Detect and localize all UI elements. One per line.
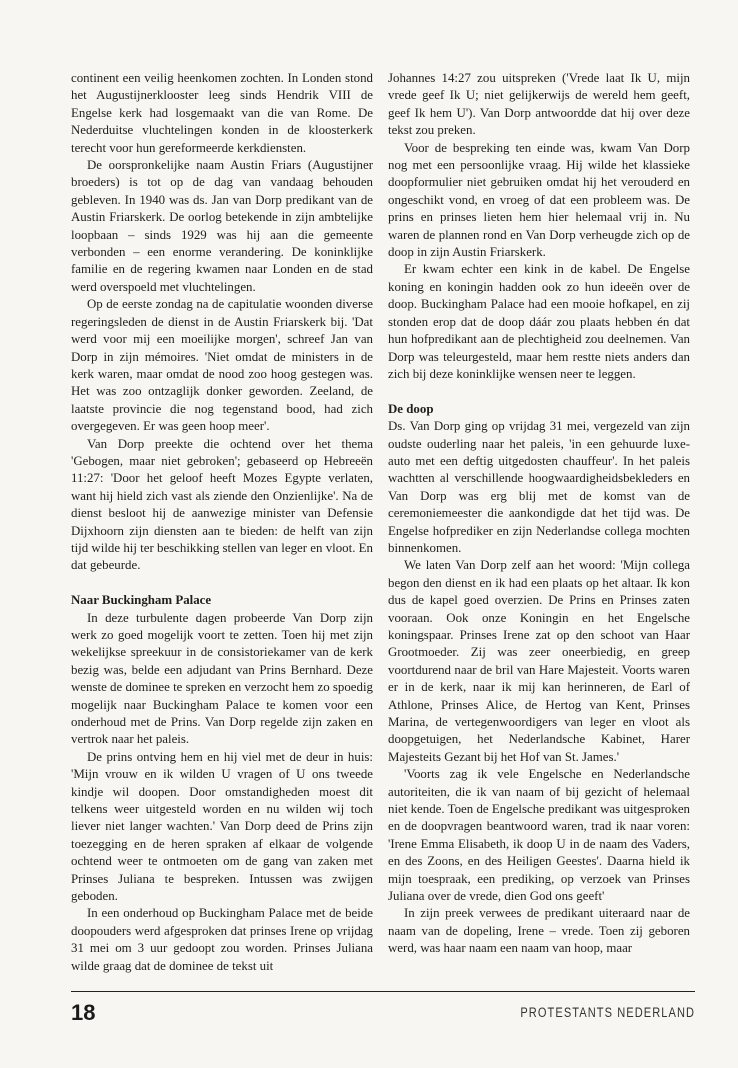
page-number: 18 (71, 1000, 96, 1025)
paragraph: In een onderhoud op Buckingham Palace met de beide doopouders werd afgesproken dat prinses Irene op vrijdag 31 mei om 3 uur gedoopt zou worden. Prinses Juliana wilde graag dat de dominee de tekst uit (71, 906, 373, 973)
paragraph: Ds. Van Dorp ging op vrijdag 31 mei, vergezeld van zijn oudste ouderling naar het paleis, 'in een gehuurde luxe-auto met een deftig uitgedosten chauffeur'. In het paleis wachtten al verschillende hoogwaardigheidsbekleders en Van Dorp was erg blij met de komst van de ceremoniemeester die aankondigde dat het tijd was. De Engelse hofprediker en zijn Nederlandse collega mochten binnenkomen. (388, 419, 690, 555)
paragraph: Op de eerste zondag na de capitulatie woonden diverse regeringsleden de dienst in de Austin Friarskerk bij. 'Dat werd voor mij een moeilijke morgen', schreef Jan van Dorp in zijn mémoires. 'Niet omdat de ministers in de kerk waren, maar omdat de nood zoo hoog gestegen was. Het was zoo ontzaglijk donker geworden. Zeeland, de laatste provincie die nog tegenstand bood, had zich overgegeven. Er was geen hoop meer'. (71, 297, 373, 434)
paragraph: De oorspronkelijke naam Austin Friars (Augustijner broeders) is tot op de dag van vandaag behouden gebleven. In 1940 was ds. Jan van Dorp predikant van de Austin Friarskerk. De oorlog betekende in zijn ambtelijke loopbaan – sinds 1929 was hij aan die gemeente verbonden – een enorme verandering. De koninklijke familie en de regering kwamen naar Londen en de stad werd overspoeld met vluchtelingen. (71, 158, 373, 294)
paragraph: In zijn preek verwees de predikant uiteraard naar de naam van de dopeling, Irene – vrede. Toen zij geboren werd, was haar naam een naam van hoop, maar (388, 906, 690, 956)
paragraph: Johannes 14:27 zou uitspreken ('Vrede laat Ik U, mijn vrede geef Ik U; niet gelijkerwijs de wereld hem geeft, geef Ik hem U'). Van Dorp antwoordde dat hij over deze tekst zou preken. (388, 71, 690, 138)
paragraph: 'Voorts zag ik vele Engelsche en Nederlandsche autoriteiten, die ik van naam of bij gezicht of helemaal niet kende. Toen de Engelsche predikant was uitgesproken en de doopvragen beantwoord waren, trad ik naar voren: 'Irene Emma Elisabeth, ik doop U in de naam des Vaders, en des Zoons, en des Heiligen Geestes'. Daarna hield ik mijn toespraak, een prediking, op verzoek van Prinses Juliana over de vrede, dien God ons geeft' (388, 767, 690, 904)
section-heading-de-doop: De doop (388, 401, 434, 416)
paragraph: Van Dorp preekte die ochtend over het thema 'Gebogen, maar niet gebroken'; gebaseerd op Hebreeën 11:27: 'Door het geloof heeft Mozes Egypte verlaten, want hij hield zich vast als ziende den Onzienlijke'. Na de dienst besloot hij de aanwezige minister van Defensie Dijxhoorn zijn diensten aan te bieden: de helft van zijn tijd wilde hij ter beschikking stellen van leger en vloot. En dat gebeurde. (71, 436, 373, 573)
section-heading-buckingham-palace: Naar Buckingham Palace (71, 593, 212, 608)
left-text-column (71, 70, 373, 975)
paragraph: Voor de bespreking ten einde was, kwam Van Dorp nog met een persoonlijke vraag. Hij wilde het klassieke doopformulier niet gebruiken omdat hij het verouderd en ongeschikt vond, en vroeg of dat een probleem was. De prins en prinses lieten hem hier helemaal vrij in. Nu waren de plannen rond en Van Dorp verheugde zich op de doop in zijn Austin Friarskerk. (388, 140, 690, 260)
paragraph: We laten Van Dorp zelf aan het woord: 'Mijn collega begon den dienst en ik had een plaats op het altaar. Ik kon dus de kapel goed overzien. De Prins en Prinses zaten vooraan. Ook onze Koningin en het Engelsche koningspaar. Prinses Irene zat op den schoot van Haar Grootmoeder. Zij was zeer oneerbiedig, en greep voortdurend naar de bril van Hare Majesteit. Voorts waren er in de kerk, naar ik mij kan herinneren, de Earl of Athlone, Prinses Alice, de Hertog van Kent, Prinses Marina, de vertegenwoordigers van leger en vloot als doopgetuigen, het Nederlandsche Kabinet, Harer Majesteits Gezant bij het Hof van St. James.' (388, 558, 690, 764)
paragraph: De prins ontving hem en hij viel met de deur in huis: 'Mijn vrouw en ik wilden U vragen of U ons tweede kindje wil doopen. Door omstandigheden moest dit telkens weer uitgesteld worden en nu wilden wij toch liever niet langer wachten.' Van Dorp deed de Prins zijn toezegging en de heren spraken af elkaar de volgende ochtend weer te ontmoeten om de gang van zaken met Prinses Juliana te bespreken. Intussen was zwijgen geboden. (71, 749, 373, 904)
paragraph: In deze turbulente dagen probeerde Van Dorp zijn werk zo goed mogelijk voort te zetten. Toen hij met zijn wekelijkse spreekuur in de consistoriekamer van de kerk bezig was, belde een adjudant van Prins Bernhard. Deze wenste de dominee te spreken en verzocht hem zo spoedig mogelijk naar Buckingham Palace te komen voor een onderhoud met de Prins. Van Dorp regelde zijn zaken en vertrok naar het paleis. (71, 610, 373, 747)
paragraph: Er kwam echter een kink in de kabel. De Engelse koning en koningin hadden ook zo hun ideeën over de doop. Buckingham Palace had een mooie hofkapel, en zij stonden erop dat de doop dáár zou plaats hebben én dat hun hofpredikant aan de plechtigheid zou deelnemen. Van Dorp was teleurgesteld, maar hem restte niets anders dan zich bij deze koninklijke wensen neer te leggen. (388, 262, 690, 381)
right-text-column (388, 70, 690, 958)
footer-divider (71, 991, 695, 992)
running-footer-title: PROTESTANTS NEDERLAND (520, 1005, 695, 1020)
paragraph: continent een veilig heenkomen zochten. In Londen stond het Augustijnerklooster leeg sinds Hendrik VIII de Engelse kerk had losgemaakt van die van Rome. De Nederduitse vluchtelingen konden in de kloosterkerk terecht voor hun gereformeerde kerkdiensten. (71, 71, 373, 155)
